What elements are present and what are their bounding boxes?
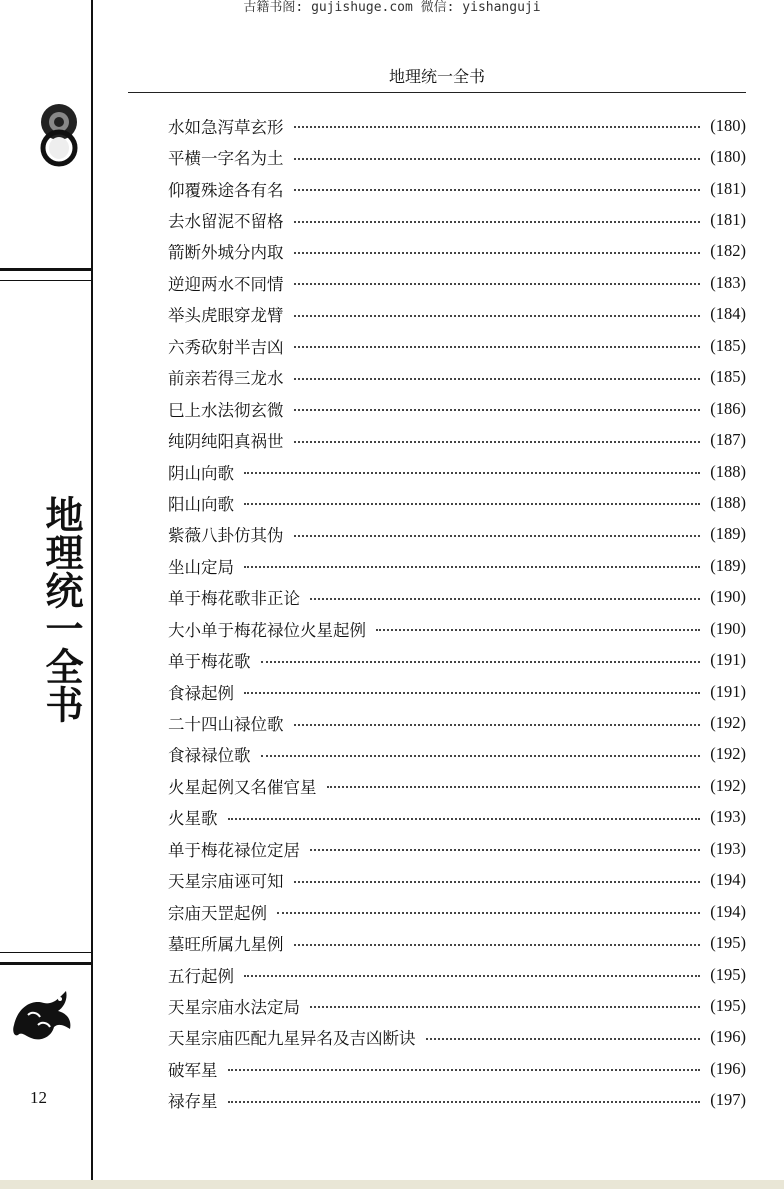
door-knocker-icon	[34, 100, 84, 170]
toc-entry-title: 坐山定局	[168, 557, 234, 577]
toc-entry	[168, 613, 746, 644]
spine-divider-bottom-thin	[0, 952, 91, 953]
toc-entry-title: 二十四山禄位歌	[168, 715, 284, 735]
toc-leader-dots	[244, 566, 700, 568]
toc-entry-page: (195)	[710, 995, 746, 1015]
toc-entry-title: 天星宗庙诬可知	[168, 872, 284, 892]
toc-leader-dots	[294, 221, 701, 223]
toc-entry	[168, 1085, 746, 1116]
toc-entry	[168, 362, 746, 393]
toc-entry-title: 平横一字名为土	[168, 149, 284, 169]
toc-entry	[168, 833, 746, 864]
toc-leader-dots	[244, 472, 700, 474]
toc-entry-title: 逆迎两水不同情	[168, 274, 284, 294]
toc-entry-title: 天星宗庙匹配九星异名及吉凶断诀	[168, 1029, 416, 1049]
toc-entry	[168, 802, 746, 833]
toc-entry-page: (194)	[710, 870, 746, 890]
toc-leader-dots	[426, 1038, 701, 1040]
toc-entry-title: 五行起例	[168, 966, 234, 986]
toc-entry-page: (190)	[710, 618, 746, 638]
toc-entry-title: 食禄起例	[168, 683, 234, 703]
toc-entry	[168, 990, 746, 1021]
toc-entry-page: (195)	[710, 964, 746, 984]
toc-entry-page: (181)	[710, 210, 746, 230]
toc-entry	[168, 927, 746, 958]
toc-leader-dots	[294, 252, 701, 254]
toc-entry	[168, 519, 746, 550]
toc-leader-dots	[244, 692, 700, 694]
toc-entry	[168, 896, 746, 927]
toc-entry	[168, 959, 746, 990]
toc-leader-dots	[376, 629, 700, 631]
toc-leader-dots	[294, 189, 701, 191]
toc-leader-dots	[310, 1006, 700, 1008]
toc-entry-title: 水如急泻草玄形	[168, 117, 284, 137]
toc-entry-page: (189)	[710, 524, 746, 544]
page-number: 12	[30, 1088, 47, 1107]
toc-leader-dots	[294, 158, 701, 160]
toc-entry	[168, 267, 746, 298]
toc-entry	[168, 456, 746, 487]
toc-leader-dots	[294, 724, 701, 726]
toc-leader-dots	[261, 755, 701, 757]
toc-entry-title: 天星宗庙水法定局	[168, 997, 300, 1017]
toc-entry-page: (185)	[710, 335, 746, 355]
toc-entry-page: (193)	[710, 807, 746, 827]
toc-leader-dots	[294, 126, 701, 128]
watermark: 古籍书阁: gujishuge.com 微信: yishanguji	[243, 0, 541, 15]
toc-entry-title: 阴山向歌	[168, 463, 234, 483]
toc-entry-page: (188)	[710, 461, 746, 481]
toc-leader-dots	[294, 944, 701, 946]
toc-leader-dots	[244, 975, 700, 977]
toc-entry-title: 去水留泥不留格	[168, 212, 284, 232]
toc-entry-title: 紫薇八卦仿其伪	[168, 526, 284, 546]
toc-entry	[168, 770, 746, 801]
toc-entry-page: (181)	[710, 178, 746, 198]
toc-leader-dots	[294, 346, 701, 348]
toc-entry-page: (195)	[710, 933, 746, 953]
toc-entry-page: (191)	[710, 681, 746, 701]
toc-leader-dots	[228, 1069, 701, 1071]
toc-entry-title: 宗庙天罡起例	[168, 903, 267, 923]
toc-entry-page: (180)	[710, 115, 746, 135]
toc-entry-title: 纯阴纯阳真祸世	[168, 432, 284, 452]
toc-leader-dots	[261, 661, 701, 663]
toc-leader-dots	[327, 786, 701, 788]
toc-entry-title: 墓旺所属九星例	[168, 935, 284, 955]
toc-entry	[168, 330, 746, 361]
spine-rule	[91, 0, 93, 1180]
toc-entry-page: (180)	[710, 147, 746, 167]
toc-entry	[168, 865, 746, 896]
toc-entry	[168, 707, 746, 738]
toc-entry	[168, 1053, 746, 1084]
toc-entry-page: (187)	[710, 430, 746, 450]
toc-entry	[168, 1022, 746, 1053]
toc-entry-title: 六秀砍射半吉凶	[168, 337, 284, 357]
toc-entry	[168, 487, 746, 518]
toc-entry-page: (192)	[710, 775, 746, 795]
spine-divider-bottom	[0, 962, 91, 965]
toc-entry	[168, 644, 746, 675]
spine-divider-top-thin	[0, 280, 91, 281]
toc-entry-title: 食禄禄位歌	[168, 746, 251, 766]
toc-entry	[168, 173, 746, 204]
toc-entry-title: 单于梅花禄位定居	[168, 840, 300, 860]
toc-entry-title: 火星歌	[168, 809, 218, 829]
toc-leader-dots	[244, 503, 700, 505]
toc-entry-title: 火星起例又名催官星	[168, 777, 317, 797]
spine-title: 地理统一全书	[39, 495, 84, 723]
toc-entry	[168, 424, 746, 455]
running-head: 地理统一全书	[388, 67, 485, 86]
dragon-icon	[8, 985, 76, 1045]
toc-entry-title: 阳山向歌	[168, 494, 234, 514]
toc-entry-title: 巳上水法彻玄微	[168, 400, 284, 420]
toc-leader-dots	[310, 849, 700, 851]
toc-entry-title: 前亲若得三龙水	[168, 369, 284, 389]
toc-entry-title: 仰覆殊途各有名	[168, 180, 284, 200]
toc-entry-page: (188)	[710, 492, 746, 512]
toc-entry-title: 破军星	[168, 1060, 218, 1080]
toc-entry-page: (192)	[710, 744, 746, 764]
toc-entry-page: (194)	[710, 901, 746, 921]
toc-entry-title: 禄存星	[168, 1092, 218, 1112]
table-of-contents	[168, 110, 746, 1116]
toc-entry-page: (192)	[710, 713, 746, 733]
toc-entry-page: (193)	[710, 838, 746, 858]
toc-entry	[168, 236, 746, 267]
toc-leader-dots	[294, 881, 701, 883]
toc-entry	[168, 676, 746, 707]
toc-leader-dots	[294, 535, 701, 537]
toc-entry-page: (186)	[710, 398, 746, 418]
toc-entry-title: 箭断外城分内取	[168, 243, 284, 263]
toc-leader-dots	[294, 441, 701, 443]
spine-divider-top	[0, 268, 91, 271]
toc-entry	[168, 299, 746, 330]
toc-entry-title: 单于梅花歌	[168, 652, 251, 672]
toc-entry-title: 单于梅花歌非正论	[168, 589, 300, 609]
header-rule	[128, 92, 746, 93]
toc-leader-dots	[310, 598, 700, 600]
toc-entry-page: (190)	[710, 587, 746, 607]
toc-entry-title: 举头虎眼穿龙臂	[168, 306, 284, 326]
toc-leader-dots	[294, 283, 701, 285]
toc-leader-dots	[277, 912, 700, 914]
toc-entry-page: (183)	[710, 272, 746, 292]
toc-entry-page: (196)	[710, 1058, 746, 1078]
toc-entry	[168, 141, 746, 172]
toc-leader-dots	[294, 378, 701, 380]
toc-leader-dots	[228, 818, 701, 820]
toc-entry	[168, 550, 746, 581]
toc-entry	[168, 582, 746, 613]
toc-entry-page: (196)	[710, 1027, 746, 1047]
toc-entry-title: 大小单于梅花禄位火星起例	[168, 620, 366, 640]
toc-entry	[168, 393, 746, 424]
toc-entry-page: (189)	[710, 555, 746, 575]
toc-entry	[168, 204, 746, 235]
toc-entry-page: (182)	[710, 241, 746, 261]
toc-entry-page: (191)	[710, 650, 746, 670]
page-edge	[0, 1180, 784, 1189]
toc-entry-page: (185)	[710, 367, 746, 387]
toc-entry-page: (184)	[710, 304, 746, 324]
toc-leader-dots	[294, 315, 701, 317]
toc-leader-dots	[228, 1101, 701, 1103]
toc-entry	[168, 110, 746, 141]
toc-entry-page: (197)	[710, 1090, 746, 1110]
toc-entry	[168, 739, 746, 770]
toc-leader-dots	[294, 409, 701, 411]
